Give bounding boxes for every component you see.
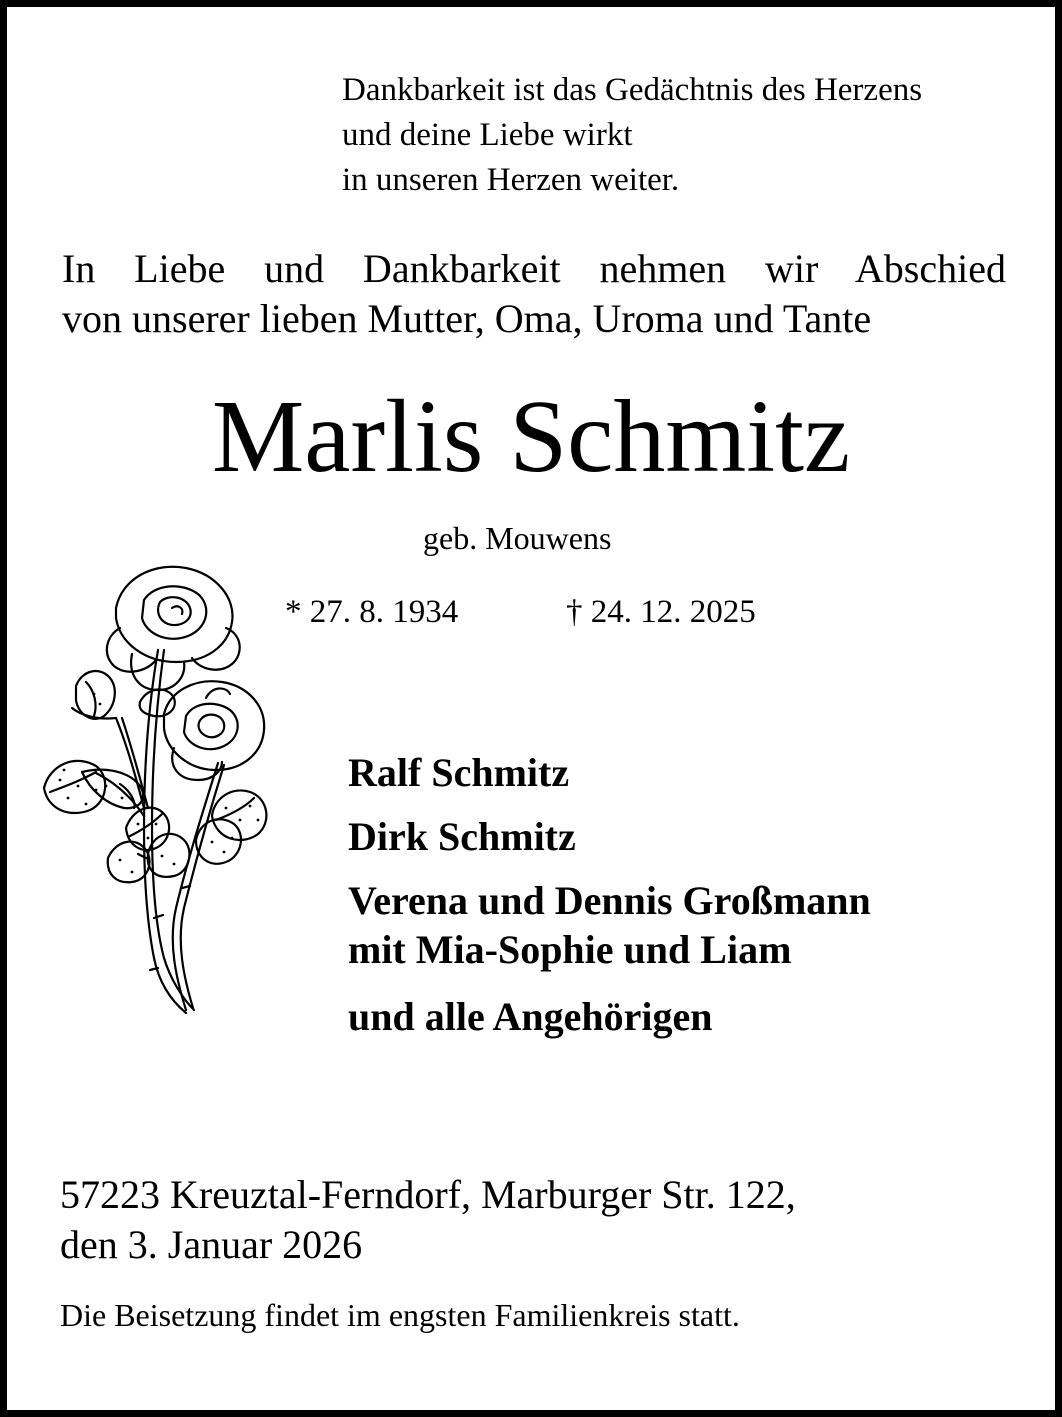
intro-text: [62, 244, 1006, 344]
mourner-name: mit Mia-Sophie und Liam: [348, 927, 792, 972]
mourner-name: Ralf Schmitz: [348, 750, 570, 795]
mourner-name: Verena und Dennis Großmann: [348, 878, 871, 923]
date-line: den 3. Januar 2026: [60, 1222, 363, 1267]
mourner-name: Dirk Schmitz: [348, 814, 576, 859]
intro-line: von unserer lieben Mutter, Oma, Uroma und Tante: [62, 296, 872, 341]
mourner-name: und alle Angehörigen: [348, 994, 713, 1039]
death-date: † 24. 12. 2025: [566, 594, 756, 630]
rose-illustration-icon: [36, 558, 286, 1028]
birth-name: geb. Mouwens: [423, 520, 612, 556]
burial-note: Die Beisetzung findet im engsten Familienkreis statt.: [60, 1297, 740, 1333]
motto-line: Dankbarkeit ist das Gedächtnis des Herzens: [342, 72, 923, 108]
address-block: [60, 1170, 796, 1270]
birth-date: * 27. 8. 1934: [285, 594, 459, 630]
address-line: 57223 Kreuztal-Ferndorf, Marburger Str. 122,: [60, 1172, 796, 1217]
intro-line: In Liebe und Dankbarkeit nehmen wir Abschied: [62, 246, 1006, 291]
mourners-list: [348, 748, 871, 1042]
motto-line: und deine Liebe wirkt: [342, 117, 633, 153]
deceased-name: Marlis Schmitz: [211, 379, 851, 494]
motto: [342, 68, 922, 203]
motto-line: in unseren Herzen weiter.: [342, 162, 680, 198]
